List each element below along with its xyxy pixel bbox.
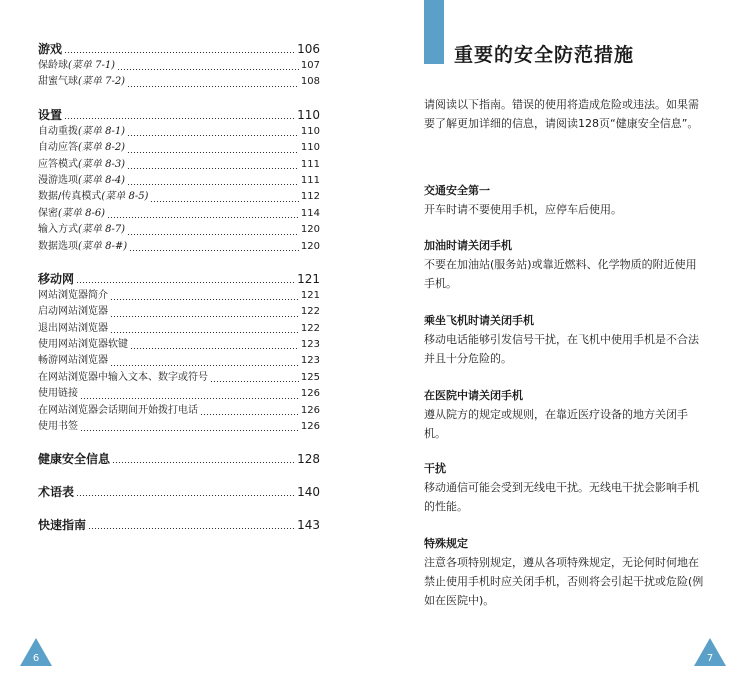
toc-page-number: 121 bbox=[297, 271, 320, 286]
safety-section bbox=[424, 183, 706, 219]
toc-label: 畅游网站浏览器 bbox=[38, 355, 108, 367]
toc-leader-dots bbox=[210, 381, 299, 382]
toc-section bbox=[38, 40, 320, 91]
toc-leader-dots bbox=[130, 348, 299, 349]
toc-label: 数据/传真模式 bbox=[38, 191, 102, 203]
toc-leader-dots bbox=[117, 69, 299, 70]
toc-leader-dots bbox=[64, 52, 295, 53]
toc-page-number: 126 bbox=[300, 421, 320, 433]
toc-page-number: 143 bbox=[297, 518, 320, 533]
safety-section bbox=[424, 388, 706, 443]
toc-label: 保龄球 bbox=[38, 60, 68, 71]
toc-label: 健康安全信息 bbox=[38, 452, 111, 467]
toc-leader-dots bbox=[88, 528, 295, 529]
page-number: 7 bbox=[706, 653, 714, 664]
toc-page-number: 121 bbox=[300, 289, 320, 301]
toc-page-number: 112 bbox=[300, 191, 320, 203]
toc-page-number: 125 bbox=[300, 371, 320, 383]
toc-leader-dots bbox=[76, 282, 295, 283]
toc-entry bbox=[38, 403, 320, 419]
toc-page-number: 110 bbox=[300, 142, 320, 154]
toc-page-number: 122 bbox=[300, 322, 320, 334]
toc-section bbox=[38, 483, 320, 501]
toc-label: 保密 bbox=[38, 207, 58, 219]
toc-entry bbox=[38, 173, 320, 189]
toc-menu-ref: (菜单 8-4) bbox=[78, 174, 126, 186]
toc-leader-dots bbox=[110, 365, 299, 366]
toc-label: 输入方式 bbox=[38, 224, 78, 236]
toc-menu-ref: (菜单 7-1) bbox=[68, 60, 116, 71]
toc-heading bbox=[38, 40, 320, 58]
toc-entry bbox=[38, 370, 320, 386]
toc-menu-ref: (菜单 8-1) bbox=[78, 125, 126, 137]
toc-page-number: 107 bbox=[300, 60, 320, 71]
toc-heading bbox=[38, 106, 320, 124]
toc-entry bbox=[38, 386, 320, 402]
toc-entry bbox=[38, 74, 320, 90]
page-number-marker-right bbox=[694, 638, 726, 666]
toc-entry bbox=[38, 321, 320, 337]
toc-label: 使用链接 bbox=[38, 388, 78, 400]
toc-section bbox=[38, 106, 320, 255]
toc-page-number: 114 bbox=[300, 207, 320, 219]
toc-entry bbox=[38, 353, 320, 369]
section-body: 不要在加油站(服务站)或靠近燃料、化学物质的附近使用手机。 bbox=[424, 258, 697, 290]
intro-paragraph: 请阅读以下指南。错误的使用将造成危险或违法。如果需要了解更加详细的信息，请阅读128页“健康安全信息”。 bbox=[424, 98, 699, 130]
page-number: 6 bbox=[32, 653, 40, 664]
right-page bbox=[372, 0, 744, 682]
toc-label: 使用网站浏览器软键 bbox=[38, 339, 128, 351]
section-heading: 特殊规定 bbox=[424, 537, 468, 550]
toc-page-number: 111 bbox=[300, 174, 320, 186]
toc-leader-dots bbox=[127, 234, 299, 235]
toc-page-number: 111 bbox=[300, 158, 320, 170]
toc-entry bbox=[38, 239, 320, 255]
toc-page-number: 128 bbox=[297, 452, 320, 467]
toc-leader-dots bbox=[112, 462, 295, 463]
toc-leader-dots bbox=[110, 332, 299, 333]
toc-menu-ref: (菜单 7-2) bbox=[78, 76, 126, 88]
toc-leader-dots bbox=[80, 430, 299, 431]
toc-leader-dots bbox=[110, 316, 299, 317]
toc-menu-ref: (菜单 8-5) bbox=[101, 191, 149, 203]
toc-label: 退出网站浏览器 bbox=[38, 322, 108, 334]
toc-entry bbox=[38, 304, 320, 320]
toc-entry bbox=[38, 140, 320, 156]
toc-heading bbox=[38, 450, 320, 468]
page-title: 重要的安全防范措施 bbox=[454, 44, 635, 66]
toc-page-number: 123 bbox=[300, 339, 320, 351]
section-body: 遵从院方的规定或规则，在靠近医疗设备的地方关闭手机。 bbox=[424, 408, 688, 440]
toc-page-number: 126 bbox=[300, 404, 320, 416]
toc-entry bbox=[38, 58, 320, 74]
toc-label: 设置 bbox=[38, 107, 63, 122]
section-heading: 加油时请关闭手机 bbox=[424, 239, 512, 252]
toc-page-number: 108 bbox=[300, 76, 320, 88]
toc-leader-dots bbox=[200, 414, 299, 415]
toc-heading bbox=[38, 516, 320, 534]
toc-menu-ref: (菜单 8-6) bbox=[58, 207, 106, 219]
toc-entry bbox=[38, 157, 320, 173]
toc-label: 在网站浏览器中输入文本、数字或符号 bbox=[38, 371, 208, 383]
toc-entry bbox=[38, 124, 320, 140]
toc-leader-dots bbox=[76, 495, 295, 496]
toc-entry bbox=[38, 222, 320, 238]
toc-leader-dots bbox=[150, 201, 298, 202]
safety-section bbox=[424, 536, 706, 610]
toc-page-number: 106 bbox=[297, 42, 320, 56]
toc-menu-ref: (菜单 8-3) bbox=[78, 158, 126, 170]
toc-label: 应答模式 bbox=[38, 158, 78, 170]
toc-heading bbox=[38, 483, 320, 501]
toc-leader-dots bbox=[127, 184, 299, 185]
toc-leader-dots bbox=[80, 398, 299, 399]
toc-page-number: 123 bbox=[300, 355, 320, 367]
toc-label: 自动重拨 bbox=[38, 125, 78, 137]
safety-section bbox=[424, 238, 706, 293]
toc-label: 甜蜜气球 bbox=[38, 76, 78, 88]
toc-leader-dots bbox=[110, 299, 299, 300]
toc-leader-dots bbox=[127, 86, 299, 87]
toc-entry bbox=[38, 288, 320, 304]
section-heading: 在医院中请关闭手机 bbox=[424, 389, 523, 402]
toc-leader-dots bbox=[64, 118, 295, 119]
toc-page-number: 110 bbox=[297, 107, 320, 122]
toc-menu-ref: (菜单 8-7) bbox=[78, 224, 126, 236]
toc-heading bbox=[38, 270, 320, 288]
toc-leader-dots bbox=[127, 135, 299, 136]
toc-entry bbox=[38, 206, 320, 222]
safety-section bbox=[424, 461, 706, 516]
toc-section bbox=[38, 450, 320, 468]
section-heading: 交通安全第一 bbox=[424, 184, 490, 197]
toc-page-number: 122 bbox=[300, 306, 320, 318]
toc-section bbox=[38, 516, 320, 534]
section-body: 移动电话能够引发信号干扰，在飞机中使用手机是不合法并且十分危险的。 bbox=[424, 333, 699, 365]
toc-entry bbox=[38, 419, 320, 435]
toc-label: 在网站浏览器会话期间开始拨打电话 bbox=[38, 404, 198, 416]
toc-leader-dots bbox=[127, 152, 299, 153]
section-body: 注意各项特别规定，遵从各项特殊规定，无论何时何地在禁止使用手机时应关闭手机，否则将会引起干扰或危险(例如在医院中)。 bbox=[424, 556, 704, 607]
toc-label: 自动应答 bbox=[38, 142, 78, 154]
table-of-contents bbox=[38, 40, 320, 549]
safety-section bbox=[424, 313, 706, 368]
toc-label: 漫游选项 bbox=[38, 174, 78, 186]
toc-label: 启动网站浏览器 bbox=[38, 306, 108, 318]
page-number-marker-left bbox=[20, 638, 52, 666]
section-heading: 干扰 bbox=[424, 462, 446, 475]
toc-page-number: 126 bbox=[300, 388, 320, 400]
toc-leader-dots bbox=[127, 168, 299, 169]
toc-label: 移动网 bbox=[38, 271, 75, 286]
toc-leader-dots bbox=[129, 250, 299, 251]
toc-menu-ref: (菜单 8-2) bbox=[78, 142, 126, 154]
section-body: 开车时请不要使用手机，应停车后使用。 bbox=[424, 203, 622, 216]
toc-label: 数据选项 bbox=[38, 240, 78, 252]
toc-entry bbox=[38, 337, 320, 353]
toc-page-number: 120 bbox=[300, 240, 320, 252]
toc-page-number: 140 bbox=[297, 485, 320, 500]
title-accent-bar bbox=[424, 0, 444, 64]
toc-entry bbox=[38, 189, 320, 205]
toc-page-number: 110 bbox=[300, 125, 320, 137]
section-body: 移动通信可能会受到无线电干扰。无线电干扰会影响手机的性能。 bbox=[424, 481, 699, 513]
toc-label: 使用书签 bbox=[38, 421, 78, 433]
toc-section bbox=[38, 270, 320, 436]
toc-label: 游戏 bbox=[38, 42, 63, 56]
toc-label: 快速指南 bbox=[38, 518, 87, 533]
toc-leader-dots bbox=[107, 217, 299, 218]
section-heading: 乘坐飞机时请关闭手机 bbox=[424, 314, 534, 327]
toc-page-number: 120 bbox=[300, 224, 320, 236]
toc-menu-ref: (菜单 8-#) bbox=[78, 240, 128, 252]
toc-label: 术语表 bbox=[38, 485, 75, 500]
toc-label: 网站浏览器简介 bbox=[38, 289, 108, 301]
